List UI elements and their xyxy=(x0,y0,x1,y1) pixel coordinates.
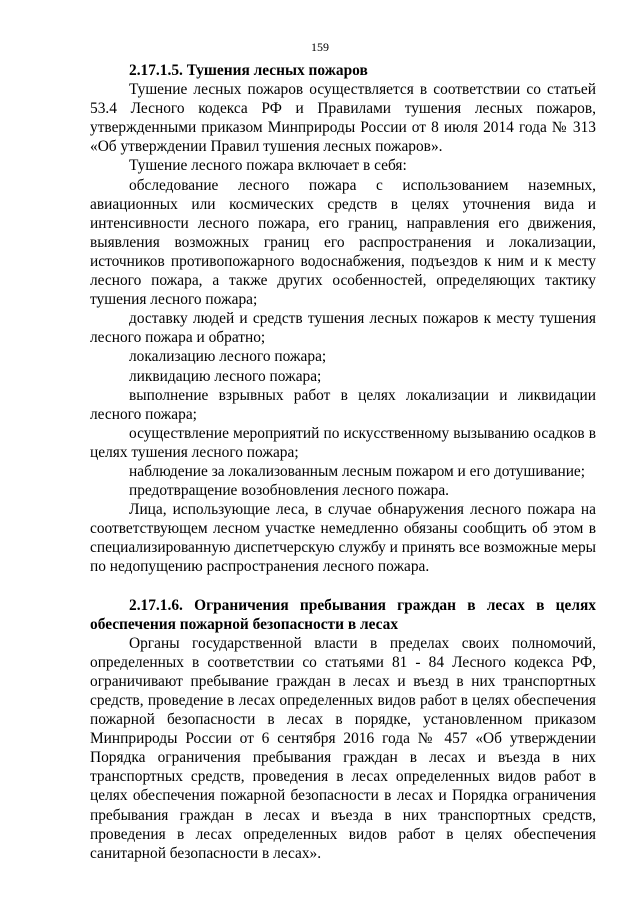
document-body xyxy=(90,61,596,863)
list-item: предотвращение возобновления лесного пожара. xyxy=(129,482,450,500)
paragraph: Тушение лесного пожара включает в себя: xyxy=(129,157,407,175)
section-heading-2-17-1-5: 2.17.1.5. Тушения лесных пожаров xyxy=(129,62,368,79)
list-item: доставку людей и средств тушения лесных пожаров к месту тушения лесного пожара и обратно; xyxy=(90,310,596,347)
section-spacer xyxy=(90,577,596,596)
list-item: локализацию лесного пожара; xyxy=(129,348,327,366)
page-number: 159 xyxy=(311,40,329,54)
list-item: выполнение взрывных работ в целях локализации и ликвидации лесного пожара; xyxy=(90,386,596,423)
section-heading-2-17-1-6: 2.17.1.6. Ограничения пребывания граждан в лесах в целях обеспечения пожарной безопасности в лесах xyxy=(90,596,596,633)
list-item: обследование лесного пожара с использованием наземных, авиационных или космических средств в целях уточнения вида и интенсивности лесного пожара, его границ, направления его движения, выявления возможных границ его распространения и локализации, источников противопожарного водоснабжения, подъездов к ним и к месту лесного пожара, а также других особенностей, определяющих тактику тушения лесного пожара; xyxy=(90,176,596,309)
list-item: ликвидацию лесного пожара; xyxy=(129,367,322,385)
list-item: наблюдение за локализованным лесным пожаром и его дотушивание; xyxy=(129,462,586,480)
list-item: осуществление мероприятий по искусственному вызыванию осадков в целях тушения лесного пожара; xyxy=(90,424,596,461)
paragraph: Органы государственной власти в пределах своих полномочий, определенных в соответствии со статьями 81 - 84 Лесного кодекса РФ, ограничивают пребывание граждан в лесах и въезд в них транспортных средств, проведение в лесах определенных видов работ в целях обеспечения пожарной безопасности в лесах в порядке, установленном приказом Минприроды России от 6 сентября 2016 года № 457 «Об утверждении Порядка ограничения пребывания граждан в лесах и въезда в них транспортных средств, проведения в лесах определенных видов работ в целях обеспечения пожарной безопасности в лесах и Порядка ограничения пребывания граждан в лесах и въезда в них транспортных средств, проведения в лесах определенных видов работ в целях обеспечения санитарной безопасности в лесах». xyxy=(90,634,596,862)
paragraph: Тушение лесных пожаров осуществляется в соответствии со статьей 53.4 Лесного кодекса РФ и Правилами тушения лесных пожаров, утвержденными приказом Минприроды России от 8 июля 2014 года № 313 «Об утверждении Правил тушения лесных пожаров». xyxy=(90,81,596,156)
paragraph: Лица, использующие леса, в случае обнаружения лесного пожара на соответствующем лесном участке немедленно обязаны сообщить об этом в специализированную диспетчерскую службу и принять все возможные меры по недопущению распространения лесного пожара. xyxy=(90,501,596,576)
